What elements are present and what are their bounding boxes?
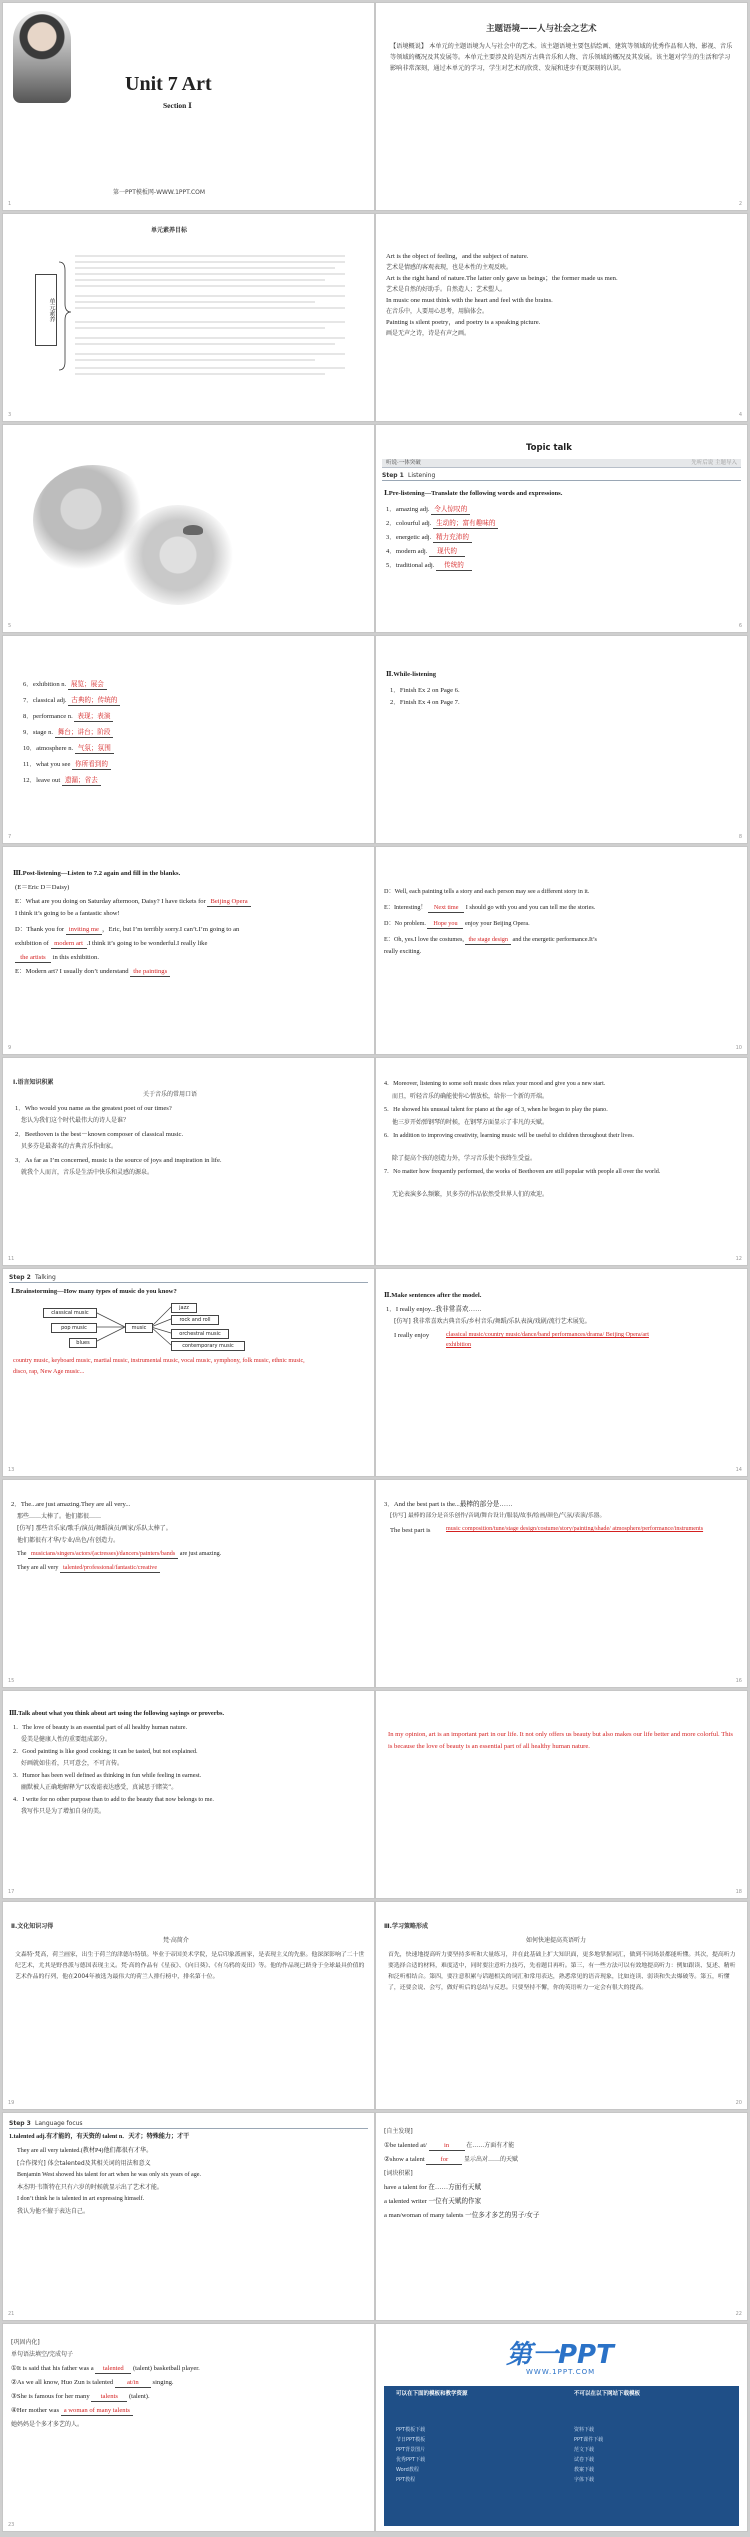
answer-prefix: The [17, 1551, 27, 1557]
ink-blossom-2 [123, 505, 233, 605]
brainstorm-title: Ⅰ.Brainstorming—How many types of music do you know? [11, 1288, 177, 1295]
topic-title: Topic talk [526, 443, 572, 453]
dialogue-text: E：Interesting！ [384, 904, 427, 911]
page-number: 8 [738, 834, 742, 840]
quote-3-cn: 在音乐中，人要用心思考，用脑体会。 [386, 308, 489, 315]
cat-item[interactable]: PPT教程 [396, 2477, 416, 2483]
cover-title: Unit 7 Art [125, 73, 212, 95]
answer-blank: talents [91, 2393, 127, 2402]
answer-blank: Beijing Opera [207, 898, 250, 907]
quote-4-en: Painting is silent poetry，and poetry is a speaking picture. [386, 319, 541, 326]
chunk-line: a man/woman of many talents 一位多才多艺的男子/女子 [384, 2212, 540, 2219]
imitation-line: 他们都很有才华/专业/出色/有创造力。 [17, 1537, 120, 1544]
dialogue-line: I think it’s going to be a fantastic show! [15, 910, 120, 917]
slide-18-sample-answer[interactable] [375, 1690, 748, 1899]
while-title: Ⅱ.While-listening [386, 671, 437, 678]
cat-item[interactable]: PPT背景图片 [396, 2447, 426, 2453]
slide-11-spoken-english[interactable] [2, 1057, 375, 1266]
line-suffix: (talent). [128, 2393, 150, 2400]
vocab-term: 8．performance n. [23, 713, 73, 720]
band-right: 先听后说 主题导入 [691, 460, 737, 466]
answer-blank: a woman of many talents [61, 2407, 133, 2416]
cat-item[interactable]: 试卷下载 [574, 2457, 595, 2463]
page-number: 6 [738, 623, 742, 629]
vocab-term: 10．atmosphere n. [23, 745, 74, 752]
vocab-row [23, 680, 107, 690]
dialogue-text: D：Thank you for [15, 926, 65, 933]
brand-url: WWW.1PPT.COM [526, 2368, 596, 2376]
vocab-row [386, 505, 470, 515]
answer-line [17, 1564, 160, 1574]
dialogue-text: ，Eric, but I’m terribly sorry.I can’t.I’m going to an [101, 926, 240, 933]
vocab-answer: 传统的 [436, 562, 472, 571]
page-number: 15 [8, 1678, 15, 1684]
line: 5．He showed his unusual talent for piano at the age of 3, when he began to play the piano. [384, 1107, 608, 1113]
page-number: 19 [8, 2100, 15, 2106]
vocab-row [386, 533, 472, 543]
line: 1．Who would you name as the greatest poet of our times? [15, 1105, 172, 1112]
music-node: blues [69, 1338, 97, 1348]
answer-blank: musicians/singers/actors/(actresses)/dancers/painters/bands [28, 1550, 178, 1559]
strategy-body: 首先，快速地提高听力要坚持多听和大量练习，并在此基础上扩大知识面，更多地掌握词汇，做到不同场景都能听懂。其次，提高听力要选择合适的材料，难度适中，同时要注意听力技巧，先看题目再听。第三，有一些方法可以有效地提高听力：例如跟读、复述、精听和泛听相结合。第四，要注意积累与话题相关的词汇和常用表达，熟悉常见的语音现象，比如连读、弱读和失去爆破等。第五，听懂了，还要会说、会写，做好听后的总结与反思。只要坚持不懈，你的英语听力一定会有很大的提高。 [388, 1952, 736, 1991]
vocab-answer: 遗漏；省去 [62, 777, 101, 786]
dialogue-text: in this exhibition. [52, 954, 99, 961]
ink-bird [183, 525, 203, 535]
page-number: 9 [8, 1045, 12, 1051]
step-label: Language focus [35, 2120, 83, 2127]
chunk-line: have a talent for 在……方面有天赋 [384, 2184, 482, 2191]
right-head: 不可以在以下网站下载模板 [574, 2391, 641, 2397]
slide-5-ink-painting[interactable] [2, 424, 375, 633]
chunk-line: a talented writer 一位有天赋的作家 [384, 2198, 482, 2205]
section-heading: Ⅱ.文化知识习得 [11, 1923, 54, 1930]
slide-14-make-sentences[interactable] [375, 1268, 748, 1477]
page-number: 14 [735, 1467, 742, 1473]
exercise-line [11, 2378, 174, 2388]
line-prefix: ②show a talent [384, 2156, 425, 2163]
line-suffix: 在……方面有才能 [466, 2142, 515, 2149]
vocab-row [23, 776, 101, 786]
answer-blank: in [429, 2142, 465, 2151]
line: 2．Beethoven is the best－known composer of classical music. [15, 1131, 184, 1138]
answer-blank: the paintings [130, 968, 170, 977]
cover-section: Section Ⅰ [163, 101, 192, 110]
step-bar [9, 2117, 368, 2129]
slide-13-brainstorming[interactable] [2, 1268, 375, 1477]
answer-blank: for [426, 2156, 462, 2165]
cat-item[interactable]: 资料下载 [574, 2427, 595, 2433]
page-number: 18 [735, 1889, 742, 1895]
proverb-en: 1．The love of beauty is an essential part of all healthy human nature. [13, 1724, 188, 1731]
answer-line [17, 1550, 221, 1560]
dialogue-line: D：Well, each painting tells a story and each person may see a different story in it. [384, 888, 590, 895]
cat-item[interactable]: PPT模板下载 [396, 2427, 426, 2433]
imitation-line: [仿写] 最棒的部分是音乐创作/音调/舞台设计/服装/故事/绘画/颜色/气氛/表演/乐器。 [390, 1513, 606, 1519]
answer-blank: classical music/country music/dance/band performances/drama/ Beijing Opera/art exhibition [446, 1331, 649, 1348]
line-suffix: singing. [152, 2379, 174, 2386]
page-number: 17 [8, 1889, 15, 1895]
dialogue-line [15, 953, 99, 963]
dialogue-text: E：Oh, yes.I love the costumes, [384, 936, 464, 943]
vocab-term: 9．stage n. [23, 729, 54, 736]
dialogue-line [15, 939, 207, 949]
music-node: classical music [43, 1308, 97, 1318]
slide-19-culture[interactable] [2, 1901, 375, 2110]
discovery-line [384, 2141, 514, 2151]
line-prefix: ①be talented at/ [384, 2142, 427, 2149]
page-number: 13 [8, 1467, 15, 1473]
line: 而且，听轻音乐的确能使你心情放松，给你一个新的开端。 [392, 1093, 549, 1100]
quote-1-cn: 艺术是情感的客观表现，也是本性的主观反映。 [386, 264, 513, 271]
band-label: 听说·一体突破 [386, 460, 421, 466]
slide-7-vocab[interactable] [2, 635, 375, 844]
goals-brace [55, 242, 355, 402]
quote-4-cn: 画是无声之诗，诗是有声之画。 [386, 330, 471, 337]
slide-10-dialogue-cont[interactable] [375, 846, 748, 1055]
answer-blank: Hope you [427, 920, 463, 929]
music-node: orchestral music [171, 1329, 229, 1339]
slide-2-theme[interactable] [375, 2, 748, 211]
answer-blank: talented/professional/fantastic/creative [60, 1564, 160, 1573]
slide-6-topic-talk[interactable] [375, 424, 748, 633]
answer-blank: music composition/tune/stage design/costume/story/painting/shade/ atmosphere/performance/instruments [446, 1526, 704, 1532]
vocab-answer: 生动的；富有趣味的 [433, 520, 498, 529]
page-number: 12 [735, 1256, 742, 1262]
slide-3-goals[interactable] [2, 213, 375, 422]
theme-body: 【语境概说】 本单元的主题语境为人与社会中的艺术。该主题语境主要包括绘画、建筑等领域的优秀作品和人物、影视、音乐等领域的概况及其发展等。本单元主要涉及的是西方古典音乐和人物、音乐领域的概况及其发展。该主题对学生的生活和学习影响非常深刻，通过本单元的学习，学生对艺术的欣赏、发展和进步有更深刻的认识。 [390, 43, 733, 72]
cat-item[interactable]: 节日PPT模板 [396, 2437, 426, 2443]
slide-23-consolidation[interactable] [2, 2323, 375, 2532]
line: 除了提高个孩的创造力外，学习音乐使个孩终生受益。 [392, 1155, 537, 1162]
answer-blank: the artists [15, 954, 51, 963]
step-number: Step 3 [9, 2120, 31, 2127]
task-heading: Ⅰ.Pre-listening—Translate the following words and expressions. [384, 490, 563, 497]
discovery-heading: [自主发现] [384, 2128, 413, 2135]
dialogue-text: E：Modern art? I usually don’t understand [15, 968, 129, 975]
answer-prefix: I really enjoy [394, 1332, 430, 1339]
answer-blank: at/in [115, 2379, 151, 2388]
post-title: Ⅲ.Post-listening—Listen to 7.2 again and fill in the blanks. [13, 870, 181, 877]
vocab-answer: 现代的 [429, 548, 465, 557]
vocab-row [386, 519, 498, 529]
cat-item[interactable]: Word教程 [396, 2467, 419, 2473]
answer-blank: the stage design [465, 936, 511, 945]
answer-prefix: They are all very [17, 1565, 59, 1571]
slide-22-discovery[interactable] [375, 2112, 748, 2321]
dialogue-line [384, 903, 595, 913]
vocab-row [386, 561, 472, 571]
slide-21-language-focus[interactable] [2, 2112, 375, 2321]
dialogue-text: D：No problem. [384, 920, 426, 927]
answer-blank: inviting me [66, 926, 102, 935]
answer-blank: Next time [428, 904, 464, 913]
proverb-cn: 幽默被人正确地解释为“以戏谑表达感受，真诚思于睹笑”。 [21, 1784, 178, 1791]
quote-2-cn: 艺术是自然的好助手。自然造人；艺术塑人。 [386, 286, 507, 293]
page-number: 2 [738, 201, 742, 207]
page-number: 3 [8, 412, 12, 418]
slide-1-cover[interactable] [2, 2, 375, 211]
vocab-term: 1．amazing adj. [386, 506, 430, 513]
focus-line: 1.talented adj.有才能的，有天资的 talent n．天才；特殊能力；才干 [9, 2134, 190, 2140]
while-item-2: 2．Finish Ex 4 on Page 7. [390, 699, 460, 706]
goals-heading: 单元素养目标 [151, 227, 188, 234]
consolidate-sub: 单句语法填空/完成句子 [11, 2351, 74, 2358]
focus-line: They are all very talented.(教材P4)他们都很有才华。 [17, 2148, 153, 2154]
model-cn: 那些……太棒了。他们都很…… [17, 1513, 102, 1520]
step-label: Listening [408, 472, 436, 479]
slide-8-while-listening[interactable] [375, 635, 748, 844]
vocab-answer: 令人惊叹的 [431, 506, 470, 515]
step-label: Talking [35, 1274, 56, 1281]
dialogue-text: E：What are you doing on Saturday afternoon, Daisy? I have tickets for [15, 898, 206, 905]
slide-12-spoken-english-cont[interactable] [375, 1057, 748, 1266]
section-heading: Ⅰ.语言知识积累 [13, 1079, 54, 1086]
theme-title: 主题语境——人与社会之艺术 [486, 24, 597, 34]
vocab-row [23, 712, 113, 722]
slide-24-brand[interactable] [375, 2323, 748, 2532]
vocab-term: 2．colourful adj. [386, 520, 432, 527]
model-line: 3．And the best part is the...最棒的部分是…… [384, 1501, 513, 1508]
line: 贝多芬是最著名的古典音乐作曲家。 [21, 1143, 118, 1150]
imitation-line: [仿写] 我非常喜欢古典音乐/乡村音乐/舞蹈/乐队表演/戏剧/流行艺术展览。 [394, 1318, 591, 1325]
dialogue-line: really exciting. [384, 948, 422, 955]
page-number: 11 [8, 1256, 15, 1262]
focus-line: 我认为他不擅于表达自己。 [17, 2208, 90, 2215]
page-number: 23 [8, 2522, 15, 2528]
proverb-en: 4．I write for no other purpose than to add to the beauty that now belongs to me. [13, 1796, 214, 1803]
model-line: 1．I really enjoy...我非常喜欢…… [386, 1306, 482, 1313]
vocab-term: 4．modern adj. [386, 548, 428, 555]
answer-prefix: The best part is [390, 1527, 431, 1534]
vocab-row [386, 547, 465, 557]
exercise-line [11, 2392, 150, 2402]
section-sub: 关于音乐的常用口语 [143, 1091, 198, 1098]
focus-line: I don’t think he is talented in art expressing himself. [17, 2196, 145, 2202]
vocab-row [23, 696, 120, 706]
vocab-term: 3．energetic adj. [386, 534, 432, 541]
cat-item[interactable]: 范文下载 [574, 2447, 595, 2453]
page-number: 7 [8, 834, 12, 840]
culture-body: 文森特·梵高，荷兰画家，出生于荷兰的津德尔特镇。毕业于帝国美术学院，是后印象派画家，是表现主义的先驱。他深深影响了二十世纪艺术，尤其是野兽派与德国表现主义。梵·高的作品有《星夜》、《向日葵》、《有乌鸦的麦田》等。他的作品现已跻身于全球最具价值的艺术作品的行列，他在2004年被选为最伟大的荷兰人排行榜中，排名第十位。 [15, 1952, 365, 1980]
focus-line: 本杰明·韦斯特在只有六岁的时候就显示出了艺术才能。 [17, 2184, 163, 2191]
vocab-answer: 精力充沛的 [433, 534, 472, 543]
slide-16-sentence-3[interactable] [375, 1479, 748, 1688]
line-prefix: ②As we all know, Huo Zun is talented [11, 2379, 114, 2386]
page-number: 20 [735, 2100, 742, 2106]
page-number: 16 [735, 1678, 742, 1684]
cast-line: (E＝Eric D＝Daisy) [15, 884, 70, 891]
goals-root-box: 单元素养 [35, 274, 57, 346]
proverb-cn: 爱美是健康人性的重要组成部分。 [21, 1736, 112, 1743]
vocab-row [23, 728, 113, 738]
section-sub: 如何快速提高英语听力 [526, 1937, 587, 1944]
answer-line [394, 1331, 429, 1341]
cover-site: 第一PPT模板网-WWW.1PPT.COM [113, 189, 206, 196]
music-node: contemporary music [171, 1341, 245, 1351]
line-prefix: ①It is said that his father was a [11, 2365, 94, 2372]
exercise-line [11, 2364, 200, 2374]
slide-20-strategy[interactable] [375, 1901, 748, 2110]
cat-item[interactable]: 教案下载 [574, 2467, 595, 2473]
quote-2-en: Art is the right hand of nature.The latter only gave us beings；the former made us men. [386, 275, 618, 282]
dialogue-text: .I think it’s going to be wonderful.I really like [86, 940, 208, 947]
quote-3-en: In music one must think with the heart and feel with the brains. [386, 297, 553, 304]
line-prefix: ③She is famous for her many [11, 2393, 90, 2400]
sentences-title: Ⅱ.Make sentences after the model. [384, 1292, 482, 1299]
cat-item[interactable]: 优秀PPT下载 [396, 2457, 426, 2463]
vocab-term: 7．classical adj. [23, 697, 67, 704]
vocab-answer: 气氛；氛围 [75, 745, 114, 754]
line: 就我个人而言，音乐是生活中快乐和灵感的源泉。 [21, 1169, 154, 1176]
vocab-answer: 表现；表演 [74, 713, 113, 722]
focus-line: [合作探究] 体会talented及其相关词的用法和意义 [17, 2160, 151, 2167]
music-center-node: music [125, 1323, 153, 1333]
line: 您认为我们这个时代最伟大的诗人是谁？ [21, 1117, 130, 1124]
answer-blank: talented [95, 2365, 131, 2374]
proverb-en: 2．Good painting is like good cooking; it can be tasted, but not explained. [13, 1748, 198, 1755]
brand-logo: 第一PPT [506, 2340, 614, 2370]
dialogue-text: and the energetic performance.It’s [512, 936, 597, 943]
dialogue-line [15, 897, 251, 907]
while-item-1: 1．Finish Ex 2 on Page 6. [390, 687, 460, 694]
step-number: Step 1 [382, 472, 404, 479]
vocab-term: 12．leave out [23, 777, 61, 784]
brainstorm-answer: country music, keyboard music, martial music, instrumental music, vocal music, symphony, folk music, ethnic music, disco, rap, New Age music... [13, 1357, 305, 1375]
page-number: 10 [735, 1045, 742, 1051]
exercise-line: 她妈妈是个多才多艺的人。 [11, 2421, 84, 2428]
music-node: jazz [171, 1303, 197, 1313]
vocab-term: 5．traditional adj. [386, 562, 435, 569]
quote-1-en: Art is the object of feeling，and the subject of nature. [386, 253, 529, 260]
page-number: 1 [8, 201, 12, 207]
chunks-heading: [词块积累] [384, 2170, 413, 2177]
vocab-answer: 你所看到的 [72, 761, 111, 770]
page-number: 5 [8, 623, 12, 629]
line: 6．In addition to improving creativity, learning music will be useful to children throughout their lives. [384, 1133, 635, 1139]
exercise-line [11, 2406, 133, 2416]
slide-15-sentence-2[interactable] [2, 1479, 375, 1688]
line: 7．No matter how frequently performed, the works of Beethoven are still popular with people all over the world. [384, 1169, 661, 1175]
vocab-row [23, 744, 114, 754]
answer-suffix: are just amazing. [179, 1551, 222, 1557]
sample-answer: In my opinion, art is an important part in our life. It not only offers us beauty but also makes our life better and more colorful. This is because the love of beauty is an essential part of all healthy human nature. [388, 1731, 733, 1750]
line: 他三岁开始弹钢琴的时候，在钢琴方面显示了非凡的天赋。 [392, 1119, 549, 1126]
dialogue-text: I should go with you and you can tell me the stories. [465, 904, 596, 911]
vocab-term: 11．what you see [23, 761, 71, 768]
left-head: 可以在下面的模板和教学资源 [396, 2391, 468, 2397]
answer-line [390, 1526, 430, 1536]
dialogue-text: enjoy your Beijing Opera. [465, 920, 530, 927]
vocab-row [23, 760, 111, 770]
dialogue-line [15, 925, 239, 935]
model-line: 2．The...are just amazing.They are all very... [11, 1501, 131, 1508]
slide-17-proverbs[interactable] [2, 1690, 375, 1899]
vocab-answer: 古典的；传统的 [68, 697, 120, 706]
vocab-answer: 展览；展会 [68, 681, 107, 690]
proverb-cn: 我写作只是为了增加自身的美。 [21, 1808, 106, 1815]
step-number: Step 2 [9, 1274, 31, 1281]
cat-item[interactable]: 字体下载 [574, 2477, 595, 2483]
dialogue-line [15, 967, 170, 977]
line: 4．Moreover, listening to some soft music does relax your mood and give you a new start. [384, 1081, 606, 1087]
portrait-figure [13, 11, 71, 103]
line-suffix: (talent) basketball player. [132, 2365, 200, 2372]
proverb-en: 3．Humor has been well defined as thinking in fun while feeling in earnest. [13, 1772, 202, 1779]
dialogue-text: exhibition of [15, 940, 49, 947]
discovery-line [384, 2155, 518, 2165]
step-bar [382, 469, 741, 481]
section-sub: 梵·高简介 [163, 1937, 189, 1944]
section-heading: Ⅲ.学习策略形成 [384, 1923, 428, 1930]
answer-blank: modern art [51, 940, 87, 949]
section-band [382, 459, 741, 468]
slide-4-quotes[interactable] [375, 213, 748, 422]
vocab-answer: 舞台；讲台；阶段 [55, 729, 114, 738]
line: 无论表演多么频繁，贝多芬的作品依然受世界人们的欢迎。 [392, 1191, 549, 1198]
line-prefix: ④Her mother was [11, 2407, 60, 2414]
focus-line: Benjamin West showed his talent for art when he was only six years of age. [17, 2172, 202, 2178]
page-number: 4 [738, 412, 742, 418]
line: 3．As far as I’m concerned, music is the source of joys and inspiration in life. [15, 1157, 222, 1164]
music-node: rock and roll [171, 1315, 219, 1325]
cat-item[interactable]: PPT课件下载 [574, 2437, 604, 2443]
dialogue-line [384, 935, 597, 945]
slide-9-post-listening[interactable] [2, 846, 375, 1055]
imitation-line: [仿写] 那些音乐家/歌手/演员/舞蹈演员/画家/乐队太棒了。 [17, 1525, 172, 1532]
brand-panel [384, 2386, 739, 2526]
page-number: 22 [735, 2311, 742, 2317]
page-number: 21 [8, 2311, 15, 2317]
consolidate-heading: [巩固内化] [11, 2339, 40, 2346]
vocab-term: 6．exhibition n. [23, 681, 67, 688]
proverbs-title: Ⅲ.Talk about what you think about art using the following sayings or proverbs. [9, 1710, 225, 1717]
proverb-cn: 好画就如佳肴，只可意会，不可言传。 [21, 1760, 124, 1767]
line-suffix: 显示出对……的天赋 [464, 2156, 519, 2163]
music-node: pop music [51, 1323, 97, 1333]
dialogue-line [384, 919, 530, 929]
